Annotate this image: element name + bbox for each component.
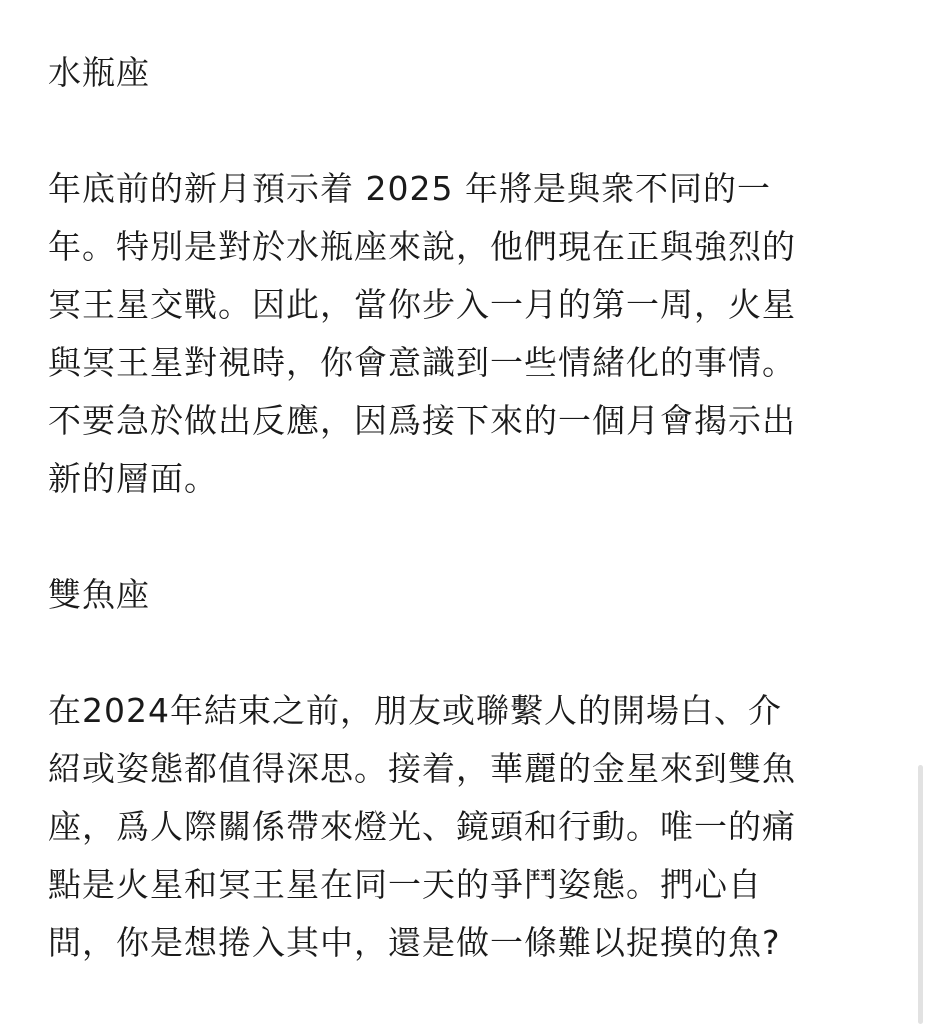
spacer: [48, 508, 880, 566]
paragraph-line: 座，爲人際關係帶來燈光、鏡頭和行動。唯一的痛: [48, 807, 796, 846]
section-title-pisces: 雙魚座: [48, 575, 150, 614]
paragraph-line: 冥王星交戰。因此，當你步入一月的第一周，火星: [48, 285, 796, 324]
paragraph-pisces: [48, 682, 880, 972]
paragraph-line: 在2024年結束之前，朋友或聯繫人的開場白、介: [48, 691, 782, 730]
paragraph-line: 點是火星和冥王星在同一天的爭鬥姿態。捫心自: [48, 865, 762, 904]
paragraph-line: 新的層面。: [48, 459, 218, 498]
paragraph-line: 與冥王星對視時，你會意識到一些情緒化的事情。: [48, 343, 796, 382]
article-body: [48, 44, 880, 972]
paragraph-line: 年底前的新月預示着 2025 年將是與衆不同的一: [48, 169, 771, 208]
paragraph-line: 年。特別是對於水瓶座來說，他們現在正與強烈的: [48, 227, 796, 266]
paragraph-line: 不要急於做出反應，因爲接下來的一個月會揭示出: [48, 401, 796, 440]
vertical-scrollbar[interactable]: [918, 765, 923, 1024]
spacer: [48, 624, 880, 682]
paragraph-line: 問，你是想捲入其中，還是做一條難以捉摸的魚?: [48, 923, 781, 962]
spacer: [48, 102, 880, 160]
paragraph-aquarius: [48, 160, 880, 508]
section-title-aquarius: 水瓶座: [48, 53, 150, 92]
paragraph-line: 紹或姿態都值得深思。接着，華麗的金星來到雙魚: [48, 749, 796, 788]
